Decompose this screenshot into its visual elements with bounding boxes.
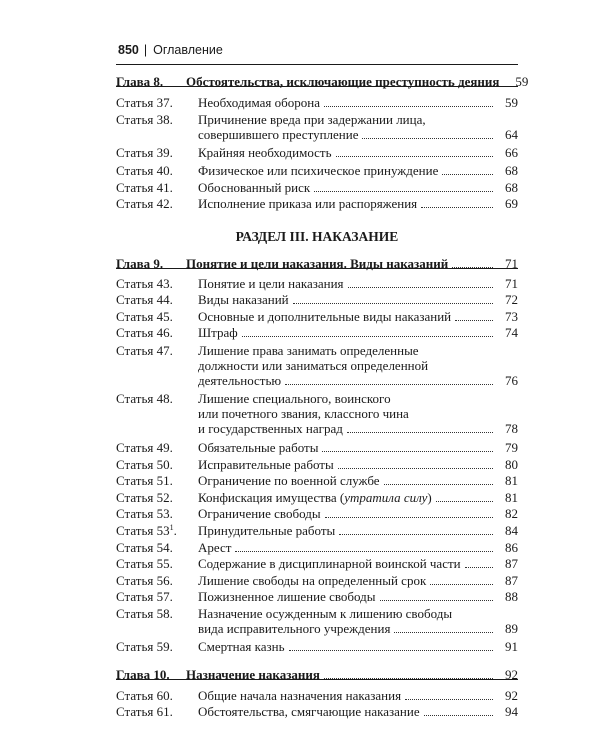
entry-page-number: 92 — [505, 688, 518, 703]
dot-leader — [285, 384, 493, 385]
entry-title-text: Исправительные работы — [198, 457, 334, 472]
entry-title-text: Крайняя необходимость — [198, 145, 332, 160]
entry-page-number: 78 — [505, 421, 518, 436]
entry-title-line — [198, 196, 518, 211]
entry-title — [198, 163, 518, 178]
entry-page-number: 59 — [515, 74, 529, 89]
entry-title-text: Конфискация имущества — [198, 490, 337, 505]
entry-page-number: 74 — [505, 325, 518, 340]
entry-title-text: совершившего преступление — [198, 127, 359, 142]
entry-label: Статья 61. — [116, 704, 173, 719]
entry-title — [198, 473, 518, 488]
entry-label: Статья 55. — [116, 556, 173, 571]
entry-title-line — [198, 276, 518, 291]
entry-title-text: Принудительные работы — [198, 523, 336, 538]
entry-title-line — [198, 95, 518, 110]
dot-leader — [348, 287, 493, 288]
entry-title-line — [198, 573, 518, 588]
entry-label: Статья 46. — [116, 325, 173, 340]
entry-title — [198, 391, 518, 436]
entry-title-line — [198, 292, 518, 307]
entry-title-text: должности или заниматься определенной — [198, 358, 429, 373]
chapter-rule — [116, 268, 518, 269]
entry-page-number: 84 — [505, 523, 518, 538]
dot-leader — [405, 699, 493, 700]
dot-leader — [362, 138, 493, 139]
entry-title-text: вида исправительного учреждения — [198, 621, 391, 636]
entry-label: Статья 42. — [116, 196, 173, 211]
entry-title-text: Общие начала назначения наказания — [198, 688, 402, 703]
entry-label: Глава 8. — [116, 74, 164, 89]
dot-leader — [242, 336, 493, 337]
entry-title-text: Причинение вреда при задержании лица, — [198, 112, 426, 127]
entry-title-text: деятельностью — [198, 373, 282, 388]
entry-label: Статья 51. — [116, 473, 173, 488]
entry-title — [198, 309, 518, 324]
dot-leader — [347, 432, 493, 433]
entry-title-text: Виды наказаний — [198, 292, 289, 307]
entry-title-line — [198, 358, 518, 373]
entry-title-line — [198, 473, 518, 488]
entry-label: Статья 40. — [116, 163, 173, 178]
entry-title-text: Основные и дополнительные виды наказаний — [198, 309, 452, 324]
entry-title — [198, 196, 518, 211]
entry-page-number: 71 — [505, 276, 518, 291]
entry-title-text: Пожизненное лишение свободы — [198, 589, 376, 604]
entry-title-text: Понятие и цели наказания. Виды наказаний — [186, 256, 449, 271]
entry-label: Глава 9. — [116, 256, 164, 271]
entry-title — [198, 343, 518, 388]
dot-leader — [442, 174, 493, 175]
entry-title — [198, 704, 518, 719]
entry-note: (утратила силу) — [336, 490, 432, 505]
entry-title-line — [198, 406, 518, 421]
entry-title — [198, 490, 518, 505]
entry-title-line — [198, 112, 518, 127]
entry-title-line — [198, 688, 518, 703]
entry-title — [198, 639, 518, 654]
running-head-title: Оглавление — [153, 43, 223, 57]
dot-leader — [465, 567, 493, 568]
dot-leader — [424, 715, 493, 716]
entry-title-text: Смертная казнь — [198, 639, 285, 654]
dot-leader — [430, 584, 493, 585]
entry-title — [198, 325, 518, 340]
entry-note-text: утратила силу — [344, 490, 428, 505]
entry-title-line — [198, 490, 518, 505]
entry-title — [198, 292, 518, 307]
entry-title-text: Лишение специального, воинского — [198, 391, 391, 406]
entry-title-text: Понятие и цели наказания — [198, 276, 344, 291]
entry-title-text: или почетного звания, классного чина — [198, 406, 409, 421]
entry-page-number: 66 — [505, 145, 518, 160]
entry-title-text: Содержание в дисциплинарной воинской части — [198, 556, 461, 571]
entry-label: Статья 45. — [116, 309, 173, 324]
entry-page-number: 68 — [505, 163, 518, 178]
entry-title-line — [198, 391, 518, 406]
entry-title-line — [198, 556, 518, 571]
entry-label: Статья 56. — [116, 573, 173, 588]
entry-title — [198, 95, 518, 110]
entry-title-line — [198, 523, 518, 538]
entry-label: Статья 54. — [116, 540, 173, 555]
entry-page-number: 68 — [505, 180, 518, 195]
entry-title-line — [198, 163, 518, 178]
entry-title-line — [198, 606, 518, 621]
entry-title-line — [198, 621, 518, 636]
entry-label: Статья 60. — [116, 688, 173, 703]
entry-title-text: Необходимая оборона — [198, 95, 320, 110]
entry-title-text: Штраф — [198, 325, 238, 340]
dot-leader — [339, 534, 493, 535]
entry-title-line — [198, 343, 518, 358]
entry-label-superscript: 1 — [169, 523, 174, 532]
entry-label: Статья 50. — [116, 457, 173, 472]
entry-title — [198, 606, 518, 636]
entry-label: Статья 48. — [116, 391, 173, 406]
dot-leader — [384, 484, 493, 485]
entry-title — [198, 556, 518, 571]
entry-page-number: 89 — [505, 621, 518, 636]
entry-label: Статья 49. — [116, 440, 173, 455]
entry-title — [198, 573, 518, 588]
entry-label: Статья 38. — [116, 112, 173, 127]
entry-title-line — [198, 145, 518, 160]
dot-leader — [324, 106, 493, 107]
dot-leader — [380, 600, 493, 601]
entry-title-line — [198, 639, 518, 654]
header-separator: | — [143, 43, 148, 57]
entry-page-number: 73 — [505, 309, 518, 324]
entry-label: Статья 43. — [116, 276, 173, 291]
entry-title — [198, 540, 518, 555]
entry-label: Статья $53^1$. — [116, 523, 177, 538]
entry-title-text: Обстоятельства, исключающие преступность деяния — [186, 74, 500, 89]
entry-page-number: 94 — [505, 704, 518, 719]
entry-page-number: 59 — [505, 95, 518, 110]
page-number: 850 — [118, 43, 139, 57]
entry-title-text: Обязательные работы — [198, 440, 319, 455]
section-title: РАЗДЕЛ III. НАКАЗАНИЕ — [235, 229, 399, 244]
entry-label: Статья 53. — [116, 506, 173, 521]
entry-title-text: Лишение права занимать определенные — [198, 343, 419, 358]
entry-label: Статья 58. — [116, 606, 173, 621]
dot-leader — [314, 191, 493, 192]
entry-page-number: 64 — [505, 127, 518, 142]
entry-title — [198, 112, 518, 142]
entry-label: Статья 52. — [116, 490, 173, 505]
dot-leader — [325, 517, 493, 518]
entry-label: Глава 10. — [116, 667, 170, 682]
entry-page-number: 81 — [505, 473, 518, 488]
entry-title-line — [198, 373, 518, 388]
entry-title — [198, 276, 518, 291]
entry-page-number: 86 — [505, 540, 518, 555]
entry-title-line — [198, 180, 518, 195]
entry-page-number: 91 — [505, 639, 518, 654]
entry-page-number: 79 — [505, 440, 518, 455]
entry-label: Статья 57. — [116, 589, 173, 604]
entry-page-number: 82 — [505, 506, 518, 521]
entry-title-line — [198, 127, 518, 142]
dot-leader — [322, 451, 493, 452]
entry-label-end: . — [173, 523, 177, 538]
dot-leader — [455, 320, 493, 321]
entry-title-text: Ограничение по военной службе — [198, 473, 380, 488]
entry-page-number: 92 — [505, 667, 518, 682]
chapter-rule — [116, 679, 518, 680]
entry-title-line — [198, 325, 518, 340]
entry-title — [198, 180, 518, 195]
entry-title-line — [198, 506, 518, 521]
entry-title — [198, 589, 518, 604]
chapter-rule — [116, 86, 518, 87]
entry-title-text: Обстоятельства, смягчающие наказание — [198, 704, 420, 719]
dot-leader — [293, 303, 493, 304]
entry-title-line — [198, 309, 518, 324]
entry-title-text: Исполнение приказа или распоряжения — [198, 196, 418, 211]
entry-title-text: Обоснованный риск — [198, 180, 311, 195]
entry-page-number: 72 — [505, 292, 518, 307]
entry-title-line — [198, 440, 518, 455]
entry-title — [198, 440, 518, 455]
entry-page-number: 87 — [505, 573, 518, 588]
dot-leader — [338, 468, 493, 469]
entry-label: Статья 41. — [116, 180, 173, 195]
entry-title-text: Назначение наказания — [186, 667, 320, 682]
entry-page-number: 76 — [505, 373, 518, 388]
entry-title — [198, 523, 518, 538]
entry-title-line — [198, 457, 518, 472]
entry-title-text: Арест — [198, 540, 232, 555]
entry-title-text: Назначение осужденным к лишению свободы — [198, 606, 453, 621]
entry-label: Статья 59. — [116, 639, 173, 654]
dot-leader — [289, 650, 493, 651]
entry-label: Статья 39. — [116, 145, 173, 160]
dot-leader — [235, 551, 493, 552]
entry-title-text: Лишение свободы на определенный срок — [198, 573, 427, 588]
dot-leader — [336, 156, 493, 157]
entry-title-text: Физическое или психическое принуждение — [198, 163, 439, 178]
dot-leader — [394, 632, 493, 633]
entry-title-line — [198, 589, 518, 604]
entry-label: Статья 47. — [116, 343, 173, 358]
entry-title — [198, 688, 518, 703]
entry-title-line — [198, 540, 518, 555]
entry-page-number: 71 — [505, 256, 518, 271]
entry-page-number: 80 — [505, 457, 518, 472]
entry-title — [198, 145, 518, 160]
entry-title-text: Ограничение свободы — [198, 506, 321, 521]
dot-leader — [436, 501, 493, 502]
entry-title-line — [198, 421, 518, 436]
entry-page-number: 69 — [505, 196, 518, 211]
entry-page-number: 87 — [505, 556, 518, 571]
dot-leader — [421, 207, 493, 208]
entry-title-line — [198, 704, 518, 719]
entry-title — [198, 506, 518, 521]
entry-page-number: 81 — [505, 490, 518, 505]
entry-label: Статья 37. — [116, 95, 173, 110]
entry-title — [198, 457, 518, 472]
entry-label: Статья 44. — [116, 292, 173, 307]
entry-title-text: и государственных наград — [198, 421, 343, 436]
entry-page-number: 88 — [505, 589, 518, 604]
